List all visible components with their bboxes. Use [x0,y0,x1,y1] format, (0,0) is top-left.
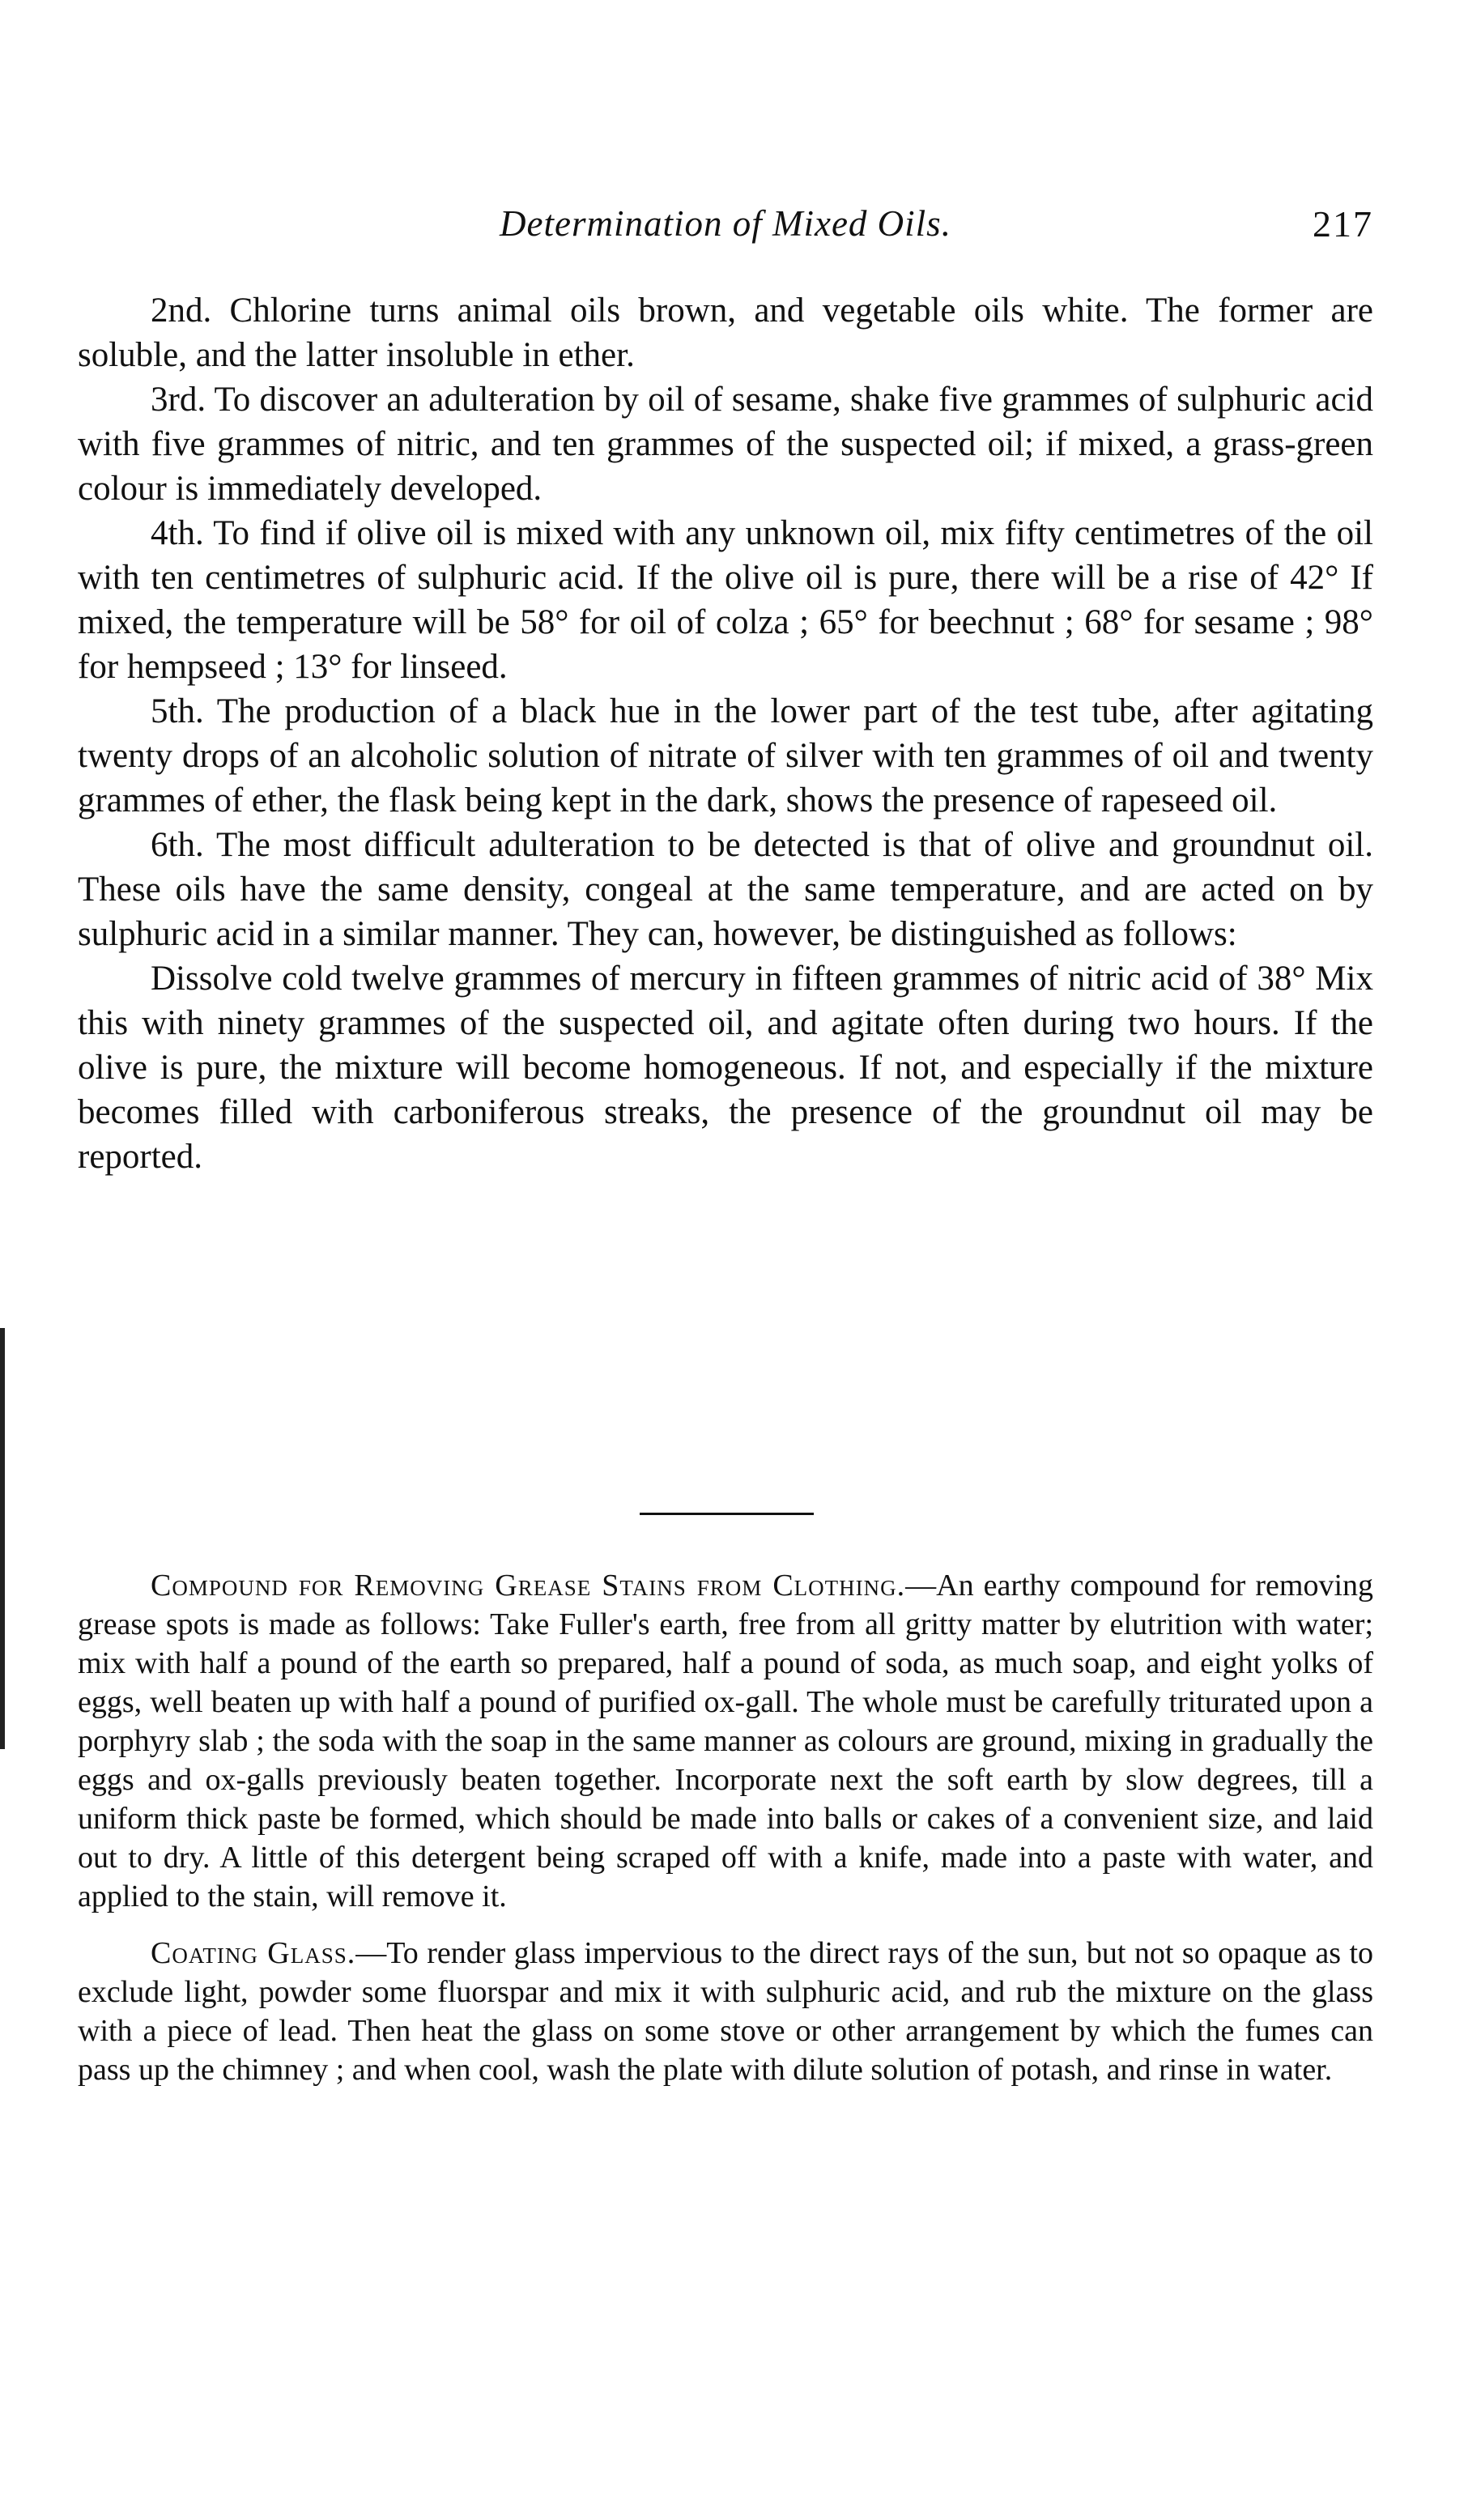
binding-edge-shadow [0,1328,5,1749]
coating-glass-paragraph [78,1934,1373,2089]
coating-glass-heading: Coating Glass. [151,1936,356,1970]
oil-tests-section [78,288,1373,1179]
grease-stain-text: —An earthy compound for removing grease spots is made as follows: Take Fuller's earth, free from all gritty matter by elutrition with water; mix with half a pound of the earth so prepared, half a pound of soda, as much soap, and eight yolks of eggs, well beaten up with half a pound of purified ox-gall. The whole must be carefully triturated upon a porphyry slab ; the soda with the soap in the same manner as colours are ground, mixing in gradually the eggs and ox-galls previously beaten together. Incorporate next the soft earth by slow degrees, till a uniform thick paste be formed, which should be made into balls or cakes of a convenient size, and laid out to dry. A little of this detergent being scraped off with a knife, made into a paste with water, and applied to the stain, will remove it. [78,1569,1373,1913]
paragraph-sixth-test: 6th. The most difficult adulteration to be detected is that of olive and groundnut oil. These oils have the same density, congeal at the same temperature, and are acted on by sulphuric acid in a similar manner. They can, however, be distinguished as follows: [78,826,1373,953]
running-title: Determination of Mixed Oils. [500,203,951,244]
paragraph-mercury-method: Dissolve cold twelve grammes of mercury in fifteen grammes of nitric acid of 38° Mix this with ninety grammes of the suspected oil, and agitate often during two hours. If the olive is pure, the mixture will become homogeneous. If not, and especially if the mixture becomes filled with carboniferous streaks, the presence of the groundnut oil may be reported. [78,960,1373,1176]
paragraph-second-test: 2nd. Chlorine turns animal oils brown, and vegetable oils white. The former are soluble, and the latter insoluble in ether. [78,292,1373,374]
page-header [78,202,1373,259]
paragraph-third-test: 3rd. To discover an adulteration by oil of sesame, shake five grammes of sulphuric acid with five grammes of nitric, and ten grammes of the suspected oil; if mixed, a grass-green colour is immediately developed. [78,381,1373,508]
coating-glass-text: —To render glass impervious to the direct rays of the sun, but not so opaque as to exclude light, powder some fluorspar and mix it with sulphuric acid, and rub the mixture on the glass with a piece of lead. Then heat the glass on some stove or other arrangement by which the fumes can pass up the chimney ; and when cool, wash the plate with dilute solution of potash, and rinse in water. [78,1936,1373,2087]
paragraph-fourth-test: 4th. To find if olive oil is mixed with any unknown oil, mix fifty centimetres of the oil with ten centimetres of sulphuric acid. If the olive oil is pure, there will be a rise of 42° If mixed, the temperature will be 58° for oil of colza ; 65° for beechnut ; 68° for sesame ; 98° for hempseed ; 13° for linseed. [78,514,1373,686]
page-number: 217 [1313,203,1373,245]
recipes-section [78,1566,1373,2089]
grease-stain-heading: Compound for Removing Grease Stains from Clothing. [151,1569,906,1603]
paragraph-fifth-test: 5th. The production of a black hue in the lower part of the test tube, after agitating twenty drops of an alcoholic solution of nitrate of silver with ten grammes of oil and twenty grammes of ether, the flask being kept in the dark, shows the presence of rapeseed oil. [78,692,1373,819]
grease-stain-paragraph [78,1566,1373,1916]
section-divider [640,1513,814,1515]
